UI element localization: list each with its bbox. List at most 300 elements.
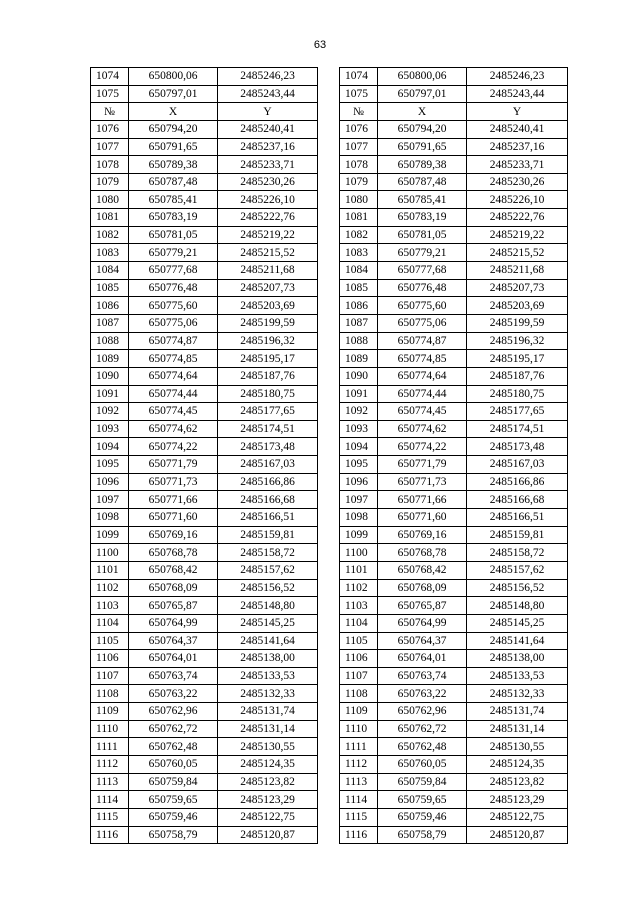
right-y-coordinate: 2485132,33 [467,685,568,703]
right-point-number: 1075 [340,85,378,103]
right-point-number: 1089 [340,350,378,368]
left-point-number: 1081 [91,209,129,227]
left-y-coordinate: 2485180,75 [218,385,318,403]
table-gap [318,526,340,544]
table-row [91,68,568,86]
table-gap [318,579,340,597]
right-y-coordinate: 2485130,55 [467,738,568,756]
left-point-number: 1111 [91,738,129,756]
right-x-header: X [378,103,467,121]
right-x-coordinate: 650777,68 [378,262,467,280]
left-x-coordinate: 650800,06 [129,68,218,86]
left-num-header: № [91,103,129,121]
table-gap [318,297,340,315]
left-y-coordinate: 2485131,14 [218,720,318,738]
left-point-number: 1110 [91,720,129,738]
left-point-number: 1089 [91,350,129,368]
right-point-number: 1115 [340,808,378,826]
left-x-coordinate: 650774,22 [129,438,218,456]
right-x-coordinate: 650759,84 [378,773,467,791]
right-x-coordinate: 650762,72 [378,720,467,738]
table-gap [318,244,340,262]
table-row [91,579,568,597]
left-y-coordinate: 2485141,64 [218,632,318,650]
left-y-coordinate: 2485122,75 [218,808,318,826]
right-num-header: № [340,103,378,121]
left-point-number: 1097 [91,491,129,509]
right-point-number: 1102 [340,579,378,597]
left-x-coordinate: 650768,78 [129,544,218,562]
right-point-number: 1100 [340,544,378,562]
left-point-number: 1082 [91,226,129,244]
left-point-number: 1087 [91,314,129,332]
table-row [91,314,568,332]
left-y-coordinate: 2485133,53 [218,667,318,685]
left-y-coordinate: 2485233,71 [218,156,318,174]
coordinates-table [90,67,568,844]
left-x-coordinate: 650779,21 [129,244,218,262]
table-gap [318,650,340,668]
left-x-coordinate: 650783,19 [129,209,218,227]
table-gap [318,738,340,756]
left-x-coordinate: 650774,62 [129,420,218,438]
right-y-coordinate: 2485148,80 [467,597,568,615]
left-x-coordinate: 650774,44 [129,385,218,403]
table-gap [318,420,340,438]
left-point-number: 1085 [91,279,129,297]
right-x-coordinate: 650774,85 [378,350,467,368]
left-x-coordinate: 650768,09 [129,579,218,597]
left-point-number: 1096 [91,473,129,491]
right-point-number: 1077 [340,138,378,156]
table-gap [318,68,340,86]
left-y-coordinate: 2485196,32 [218,332,318,350]
left-point-number: 1113 [91,773,129,791]
table-row [91,191,568,209]
right-y-coordinate: 2485233,71 [467,156,568,174]
table-row [91,544,568,562]
left-y-coordinate: 2485120,87 [218,826,318,844]
left-y-coordinate: 2485195,17 [218,350,318,368]
table-row [91,385,568,403]
right-y-coordinate: 2485174,51 [467,420,568,438]
right-point-number: 1097 [340,491,378,509]
right-y-coordinate: 2485123,82 [467,773,568,791]
table-gap [318,403,340,421]
left-point-number: 1114 [91,791,129,809]
right-point-number: 1114 [340,791,378,809]
table-row [91,262,568,280]
table-row [91,703,568,721]
table-gap [318,209,340,227]
left-y-coordinate: 2485215,52 [218,244,318,262]
right-x-coordinate: 650781,05 [378,226,467,244]
right-point-number: 1087 [340,314,378,332]
left-point-number: 1077 [91,138,129,156]
right-y-coordinate: 2485120,87 [467,826,568,844]
left-x-coordinate: 650763,22 [129,685,218,703]
right-y-coordinate: 2485226,10 [467,191,568,209]
right-y-coordinate: 2485159,81 [467,526,568,544]
left-point-number: 1079 [91,173,129,191]
left-point-number: 1109 [91,703,129,721]
table-row [91,720,568,738]
left-x-coordinate: 650764,99 [129,614,218,632]
left-x-header: X [129,103,218,121]
table-row [91,597,568,615]
right-y-coordinate: 2485243,44 [467,85,568,103]
table-row [91,403,568,421]
table-row [91,473,568,491]
table-gap [318,755,340,773]
left-y-coordinate: 2485158,72 [218,544,318,562]
right-x-coordinate: 650783,19 [378,209,467,227]
table-row [91,209,568,227]
right-x-coordinate: 650760,05 [378,755,467,773]
table-row [91,173,568,191]
left-y-coordinate: 2485237,16 [218,138,318,156]
right-point-number: 1084 [340,262,378,280]
table-gap [318,473,340,491]
left-point-number: 1103 [91,597,129,615]
right-point-number: 1110 [340,720,378,738]
left-y-coordinate: 2485203,69 [218,297,318,315]
right-point-number: 1103 [340,597,378,615]
left-x-coordinate: 650760,05 [129,755,218,773]
left-x-coordinate: 650797,01 [129,85,218,103]
right-point-number: 1092 [340,403,378,421]
left-y-coordinate: 2485130,55 [218,738,318,756]
table-gap [318,632,340,650]
table-row [91,738,568,756]
right-x-coordinate: 650764,01 [378,650,467,668]
left-point-number: 1080 [91,191,129,209]
right-point-number: 1088 [340,332,378,350]
left-y-coordinate: 2485131,74 [218,703,318,721]
table-gap [318,826,340,844]
table-gap [318,509,340,527]
left-x-coordinate: 650791,65 [129,138,218,156]
left-point-number: 1098 [91,509,129,527]
right-point-number: 1108 [340,685,378,703]
right-point-number: 1116 [340,826,378,844]
left-y-coordinate: 2485123,29 [218,791,318,809]
table-row [91,808,568,826]
table-gap [318,332,340,350]
left-y-coordinate: 2485159,81 [218,526,318,544]
right-y-coordinate: 2485133,53 [467,667,568,685]
right-x-coordinate: 650769,16 [378,526,467,544]
right-point-number: 1112 [340,755,378,773]
left-x-coordinate: 650771,79 [129,456,218,474]
coordinates-table-body [91,68,568,844]
left-x-coordinate: 650771,60 [129,509,218,527]
right-point-number: 1113 [340,773,378,791]
left-y-coordinate: 2485211,68 [218,262,318,280]
right-y-coordinate: 2485199,59 [467,314,568,332]
left-y-coordinate: 2485123,82 [218,773,318,791]
left-x-coordinate: 650764,01 [129,650,218,668]
right-point-number: 1074 [340,68,378,86]
right-x-coordinate: 650768,42 [378,561,467,579]
right-y-coordinate: 2485195,17 [467,350,568,368]
table-gap [318,385,340,403]
table-gap [318,773,340,791]
right-x-coordinate: 650774,62 [378,420,467,438]
right-point-number: 1086 [340,297,378,315]
right-point-number: 1090 [340,367,378,385]
left-x-coordinate: 650774,45 [129,403,218,421]
right-y-coordinate: 2485173,48 [467,438,568,456]
right-x-coordinate: 650768,78 [378,544,467,562]
table-row [91,685,568,703]
right-x-coordinate: 650768,09 [378,579,467,597]
left-point-number: 1100 [91,544,129,562]
right-point-number: 1109 [340,703,378,721]
table-gap [318,156,340,174]
right-y-coordinate: 2485215,52 [467,244,568,262]
left-point-number: 1115 [91,808,129,826]
left-x-coordinate: 650759,46 [129,808,218,826]
right-y-coordinate: 2485196,32 [467,332,568,350]
left-point-number: 1086 [91,297,129,315]
right-x-coordinate: 650800,06 [378,68,467,86]
right-y-coordinate: 2485180,75 [467,385,568,403]
right-x-coordinate: 650794,20 [378,120,467,138]
left-y-coordinate: 2485219,22 [218,226,318,244]
table-row [91,755,568,773]
right-x-coordinate: 650771,79 [378,456,467,474]
table-gap [318,685,340,703]
table-row [91,491,568,509]
left-point-number: 1074 [91,68,129,86]
right-point-number: 1081 [340,209,378,227]
table-row [91,791,568,809]
left-x-coordinate: 650787,48 [129,173,218,191]
right-y-header: Y [467,103,568,121]
right-x-coordinate: 650765,87 [378,597,467,615]
left-y-coordinate: 2485187,76 [218,367,318,385]
left-y-coordinate: 2485132,33 [218,685,318,703]
right-x-coordinate: 650762,48 [378,738,467,756]
right-point-number: 1094 [340,438,378,456]
table-gap [318,703,340,721]
right-x-coordinate: 650759,65 [378,791,467,809]
table-gap [318,85,340,103]
right-x-coordinate: 650775,06 [378,314,467,332]
left-point-number: 1095 [91,456,129,474]
table-gap [318,491,340,509]
right-point-number: 1098 [340,509,378,527]
table-gap [318,173,340,191]
right-point-number: 1099 [340,526,378,544]
right-x-coordinate: 650774,22 [378,438,467,456]
right-y-coordinate: 2485131,14 [467,720,568,738]
right-y-coordinate: 2485177,65 [467,403,568,421]
right-point-number: 1080 [340,191,378,209]
right-y-coordinate: 2485157,62 [467,561,568,579]
left-x-coordinate: 650764,37 [129,632,218,650]
right-point-number: 1106 [340,650,378,668]
right-point-number: 1101 [340,561,378,579]
right-x-coordinate: 650774,45 [378,403,467,421]
left-y-coordinate: 2485230,26 [218,173,318,191]
right-point-number: 1083 [340,244,378,262]
right-x-coordinate: 650779,21 [378,244,467,262]
table-row [91,297,568,315]
left-y-coordinate: 2485148,80 [218,597,318,615]
table-gap [318,791,340,809]
left-y-coordinate: 2485246,23 [218,68,318,86]
left-point-number: 1104 [91,614,129,632]
right-x-coordinate: 650776,48 [378,279,467,297]
right-x-coordinate: 650759,46 [378,808,467,826]
table-gap [318,350,340,368]
left-y-coordinate: 2485199,59 [218,314,318,332]
left-y-coordinate: 2485207,73 [218,279,318,297]
table-row [91,138,568,156]
right-x-coordinate: 650771,60 [378,509,467,527]
left-y-coordinate: 2485167,03 [218,456,318,474]
right-y-coordinate: 2485158,72 [467,544,568,562]
table-row [91,526,568,544]
right-point-number: 1078 [340,156,378,174]
table-gap [318,226,340,244]
left-x-coordinate: 650776,48 [129,279,218,297]
right-x-coordinate: 650764,37 [378,632,467,650]
right-x-coordinate: 650789,38 [378,156,467,174]
table-row [91,244,568,262]
right-y-coordinate: 2485141,64 [467,632,568,650]
table-gap [318,544,340,562]
table-gap [318,614,340,632]
right-point-number: 1093 [340,420,378,438]
left-x-coordinate: 650759,84 [129,773,218,791]
left-x-coordinate: 650781,05 [129,226,218,244]
right-y-coordinate: 2485222,76 [467,209,568,227]
left-x-coordinate: 650774,85 [129,350,218,368]
left-point-number: 1093 [91,420,129,438]
left-point-number: 1099 [91,526,129,544]
left-point-number: 1116 [91,826,129,844]
right-point-number: 1079 [340,173,378,191]
right-y-coordinate: 2485211,68 [467,262,568,280]
right-point-number: 1111 [340,738,378,756]
table-gap [318,138,340,156]
left-point-number: 1105 [91,632,129,650]
table-gap [318,667,340,685]
left-y-coordinate: 2485243,44 [218,85,318,103]
table-gap [318,597,340,615]
right-y-coordinate: 2485124,35 [467,755,568,773]
table-row [91,279,568,297]
left-y-coordinate: 2485138,00 [218,650,318,668]
right-y-coordinate: 2485207,73 [467,279,568,297]
right-x-coordinate: 650758,79 [378,826,467,844]
left-x-coordinate: 650765,87 [129,597,218,615]
right-y-coordinate: 2485240,41 [467,120,568,138]
table-gap [318,191,340,209]
left-y-coordinate: 2485166,86 [218,473,318,491]
left-point-number: 1101 [91,561,129,579]
right-y-coordinate: 2485122,75 [467,808,568,826]
table-gap [318,561,340,579]
right-x-coordinate: 650771,66 [378,491,467,509]
table-row [91,773,568,791]
left-point-number: 1076 [91,120,129,138]
left-point-number: 1090 [91,367,129,385]
left-x-coordinate: 650758,79 [129,826,218,844]
left-point-number: 1107 [91,667,129,685]
right-y-coordinate: 2485145,25 [467,614,568,632]
left-point-number: 1083 [91,244,129,262]
table-row [91,226,568,244]
right-point-number: 1096 [340,473,378,491]
left-x-coordinate: 650789,38 [129,156,218,174]
right-y-coordinate: 2485203,69 [467,297,568,315]
left-y-coordinate: 2485145,25 [218,614,318,632]
right-y-coordinate: 2485166,86 [467,473,568,491]
page-number: 63 [313,39,327,51]
left-x-coordinate: 650771,66 [129,491,218,509]
right-y-coordinate: 2485246,23 [467,68,568,86]
table-row [91,332,568,350]
left-point-number: 1094 [91,438,129,456]
left-point-number: 1091 [91,385,129,403]
right-y-coordinate: 2485166,68 [467,491,568,509]
left-point-number: 1084 [91,262,129,280]
table-gap [318,314,340,332]
right-y-coordinate: 2485166,51 [467,509,568,527]
left-x-coordinate: 650785,41 [129,191,218,209]
right-point-number: 1107 [340,667,378,685]
table-row [91,120,568,138]
left-point-number: 1106 [91,650,129,668]
right-x-coordinate: 650774,44 [378,385,467,403]
left-y-coordinate: 2485156,52 [218,579,318,597]
left-y-coordinate: 2485173,48 [218,438,318,456]
left-x-coordinate: 650775,06 [129,314,218,332]
right-point-number: 1105 [340,632,378,650]
left-x-coordinate: 650763,74 [129,667,218,685]
left-y-coordinate: 2485226,10 [218,191,318,209]
table-row [91,509,568,527]
left-y-header: Y [218,103,318,121]
right-y-coordinate: 2485237,16 [467,138,568,156]
table-row [91,420,568,438]
left-x-coordinate: 650774,64 [129,367,218,385]
table-gap [318,262,340,280]
right-x-coordinate: 650774,87 [378,332,467,350]
left-x-coordinate: 650762,72 [129,720,218,738]
left-y-coordinate: 2485166,68 [218,491,318,509]
right-x-coordinate: 650787,48 [378,173,467,191]
table-gap [318,720,340,738]
right-x-coordinate: 650775,60 [378,297,467,315]
table-row [91,438,568,456]
right-x-coordinate: 650791,65 [378,138,467,156]
table-gap [318,456,340,474]
right-point-number: 1091 [340,385,378,403]
right-y-coordinate: 2485230,26 [467,173,568,191]
right-y-coordinate: 2485167,03 [467,456,568,474]
left-x-coordinate: 650762,96 [129,703,218,721]
right-x-coordinate: 650797,01 [378,85,467,103]
left-point-number: 1102 [91,579,129,597]
left-x-coordinate: 650775,60 [129,297,218,315]
table-gap [318,120,340,138]
table-row [91,826,568,844]
